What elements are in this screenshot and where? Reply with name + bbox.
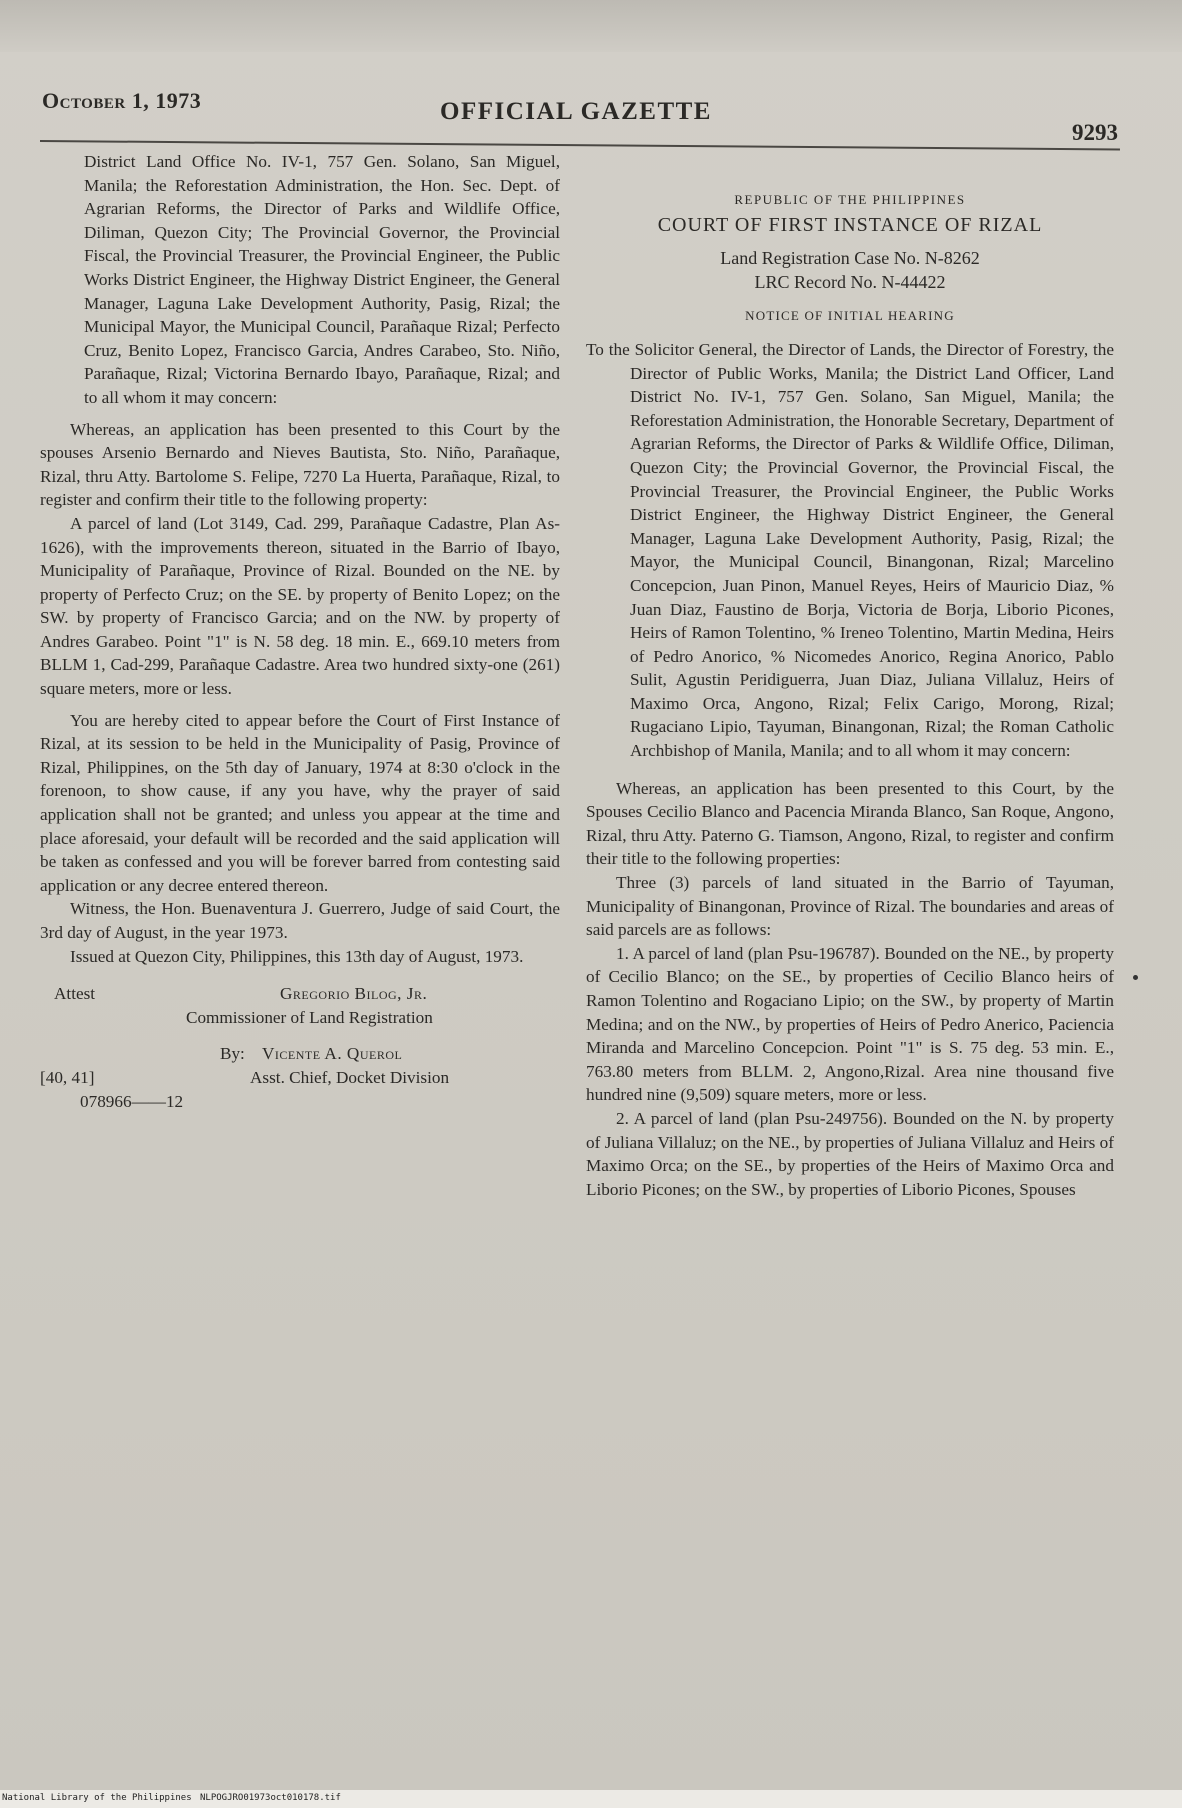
signer1-title-row [40, 1006, 560, 1030]
case-number: Land Registration Case No. N-8262 [720, 248, 980, 269]
scan-speck [1133, 975, 1138, 980]
notice-title: NOTICE OF INITIAL HEARING [745, 308, 955, 324]
signer2-title-row [40, 1066, 560, 1090]
header-date: October 1, 1973 [42, 88, 202, 113]
signer1-title: Commissioner of Land Registration [186, 1008, 433, 1028]
scan-top-shadow [0, 0, 1182, 52]
left-issued: Issued at Quezon City, Philippines, this 13th day of August, 1973. [70, 946, 524, 966]
right-parcel-2: 2. A parcel of land (plan Psu-249756). Bounded on the N. by property of Juliana Villaluz; on the NE., by properties of Juliana Villaluz and Heirs of Maximo Orca; on the SE., by properties of the Heirs of Maximo Orca and Liborio Picones; on the SW., by properties of Liborio Picones, Spouses [586, 1108, 1114, 1199]
right-parcel-1: 1. A parcel of land (plan Psu-196787). Bounded on the NE., by property of Cecilio Blanco; on the SE., by properties of Cecilio Blanco heirs of Ramon Tolentino and Rogaciano Lipio; on the SW., by property of Martin Medina; and on the NW., by properties of Heirs of Pedro Anerico, Paciencia Miranda and Marcelino Concepcion. Point "1" is S. 75 deg. 53 min. E., 763.80 meters from BLLM. 2, Angono,Rizal. Area nine thousand five hundred nine (9,509) square meters, more or less. [586, 943, 1114, 1105]
lrc-record: LRC Record No. N-44422 [754, 271, 946, 292]
header-title: OFFICIAL GAZETTE [440, 98, 712, 125]
signer2-name: Vicente A. Querol [262, 1044, 403, 1064]
right-whereas: Whereas, an application has been presented to this Court, by the Spouses Cecilio Blanco and Pacencia Miranda Blanco, San Roque, Angono, Rizal, thru Atty. Paterno G. Tiamson, Angono, Rizal, to register and confirm their title to the following properties: [586, 778, 1114, 869]
ref-number-row [40, 1090, 560, 1114]
court-heading: COURT OF FIRST INSTANCE OF RIZAL [657, 213, 1043, 236]
left-column [40, 150, 560, 1114]
signer2-title: Asst. Chief, Docket Division [250, 1068, 450, 1088]
right-column [586, 180, 1114, 1201]
ref-brackets: [40, 41] [40, 1068, 95, 1088]
left-address: District Land Office No. IV-1, 757 Gen. Solano, San Miguel, Manila; the Reforestation Administration, the Hon. Sec. Dept. of Agrarian Reforms, the Director of Parks and Wildlife Office, Diliman, Quezon City; The Provincial Governor, the Provincial Fiscal, the Provincial Treasurer, the Provincial Engineer, the Public Works District Engineer, the Highway District Engineer, the General Manager, Laguna Lake Development Authority, Pasig, Rizal; the Municipal Mayor, the Municipal Council, Parañaque Rizal; Perfecto Cruz, Benito Lopez, Francisco Garcia, Andres Carabeo, Sto. Niño, Parañaque, Rizal; Victorina Bernardo Ibayo, Parañaque, Rizal; and to all whom it may concern: [84, 152, 560, 407]
left-whereas: Whereas, an application has been presented to this Court by the spouses Arsenio Bernardo and Nieves Bautista, Sto. Niño, Parañaque, Rizal, thru Atty. Bartolome S. Felipe, 7270 La Huerta, Parañaque, Rizal, to register and confirm their title to the following property: [40, 419, 560, 510]
left-witness: Witness, the Hon. Buenaventura J. Guerrero, Judge of said Court, the 3rd day of August, in the year 1973. [40, 899, 560, 942]
left-cited: You are hereby cited to appear before the Court of First Instance of Rizal, at its session to be held in the Municipality of Pasig, Province of Rizal, Philippines, on the 5th day of January, 1974 at 8:30 o'clock in the forenoon, to show cause, if any you have, why the prayer of said application shall not be granted; and unless you appear at the time and place aforesaid, your default will be recorded and the said application will be taken as confessed and you will be forever barred from contesting said application or any decree entered thereon. [40, 710, 560, 895]
ref-number: 078966——12 [80, 1092, 184, 1112]
right-address: To the Solicitor General, the Director of Lands, the Director of Forestry, the Director of Public Works, Manila; the District Land Officer, Land District No. IV-1, 757 Gen. Solano, San Miguel, Manila; the Reforestation Administration, the Honorable Secretary, Department of Agrarian Reforms, the Director of Parks & Wildlife Office, Diliman, Quezon City; the Provincial Governor, the Provincial Fiscal, the Provincial Treasurer, the Provincial Engineer, the Public Works District Engineer, the Highway District Engineer, the General Manager, Laguna Lake Development Authority, Pasig, Rizal; the Mayor, the Municipal Council, Binangonan, Rizal; Marcelino Concepcion, Juan Pinon, Manuel Reyes, Heirs of Mauricio Diaz, % Juan Diaz, Faustino de Borja, Victoria de Borja, Liborio Picones, Heirs of Ramon Tolentino, % Ireneo Tolentino, Martin Medina, Heirs of Pedro Anorico, % Nicomedes Anorico, Regina Anorico, Pablo Sulit, Agustin Peridiguerra, Juan Diaz, Juliana Villaluz, Heirs of Maximo Orca, Angono, Rizal; Felix Carigo, Morong, Rizal; Rugaciano Lipio, Tayuman, Binangonan, Rizal; the Roman Catholic Archbishop of Manila, Manila; and to all whom it may concern: [586, 339, 1114, 761]
signer2-row [40, 1042, 560, 1066]
left-parcel: A parcel of land (Lot 3149, Cad. 299, Parañaque Cadastre, Plan As-1626), with the improvements thereon, situated in the Barrio of Ibayo, Municipality of Parañaque, Province of Rizal. Bounded on the NE. by property of Perfecto Cruz; on the SE. by property of Benito Lopez; on the SW. by property of Francisco Garcia; and on the NW. by property of Andres Garabeo. Point "1" is N. 58 deg. 18 min. E., 669.10 meters from BLLM 1, Cad-299, Parañaque Cadastre. Area two hundred sixty-one (261) square meters, more or less. [40, 513, 560, 699]
signer1-name: Gregorio Bilog, Jr. [280, 984, 428, 1004]
footer-library: National Library of the Philippines [2, 1793, 192, 1803]
attest-row [40, 982, 560, 1006]
attest-label: Attest [54, 984, 96, 1004]
header-rule [40, 140, 1120, 150]
by-label: By: [220, 1044, 245, 1064]
header-page-number: 9293 [1072, 120, 1118, 145]
right-three-parcels: Three (3) parcels of land situated in the Barrio of Tayuman, Municipality of Binangonan, Province of Rizal. The boundaries and areas of said parcels are as follows: [586, 873, 1114, 940]
footer-filename: NLPOGJRO01973oct010178.tif [200, 1793, 341, 1803]
republic-heading: REPUBLIC OF THE PHILIPPINES [734, 192, 966, 207]
